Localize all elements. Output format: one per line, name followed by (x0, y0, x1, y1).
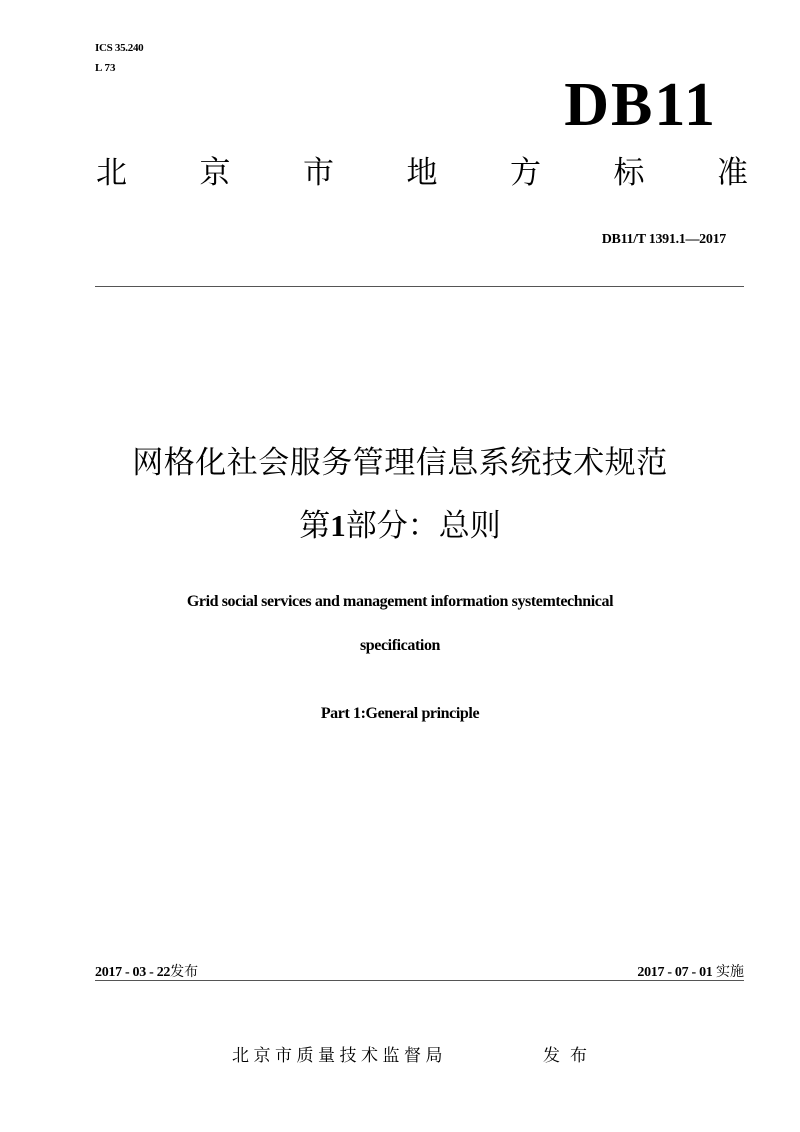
db11-logo: DB11 (564, 71, 717, 139)
standard-type (96, 155, 748, 191)
part-prefix: 第 (299, 508, 331, 544)
part-suffix: 部分：总则 (345, 508, 501, 544)
classification-code: L 73 (95, 62, 116, 74)
issue-date (95, 961, 198, 981)
part-number: 1 (330, 508, 346, 543)
standard-type-char: 京 (199, 155, 231, 191)
standard-type-char: 方 (510, 155, 541, 191)
top-divider (95, 286, 744, 287)
implementation-date (637, 961, 744, 981)
document-title-en-line2: specification (359, 637, 441, 654)
standard-type-char: 准 (717, 155, 748, 191)
document-title-en-line1: Grid social services and management information systemtechnical (186, 593, 614, 610)
ics-code: ICS 35.240 (95, 42, 144, 54)
issuing-authority: 北京市质量技术监督局 (232, 1046, 447, 1066)
standard-type-char: 北 (96, 155, 127, 191)
standard-type-char: 市 (303, 155, 334, 191)
implementation-label: 实施 (716, 964, 744, 980)
standard-type-char: 标 (613, 155, 645, 191)
issue-label: 发布 (170, 964, 199, 980)
document-part-title-cn (0, 507, 800, 545)
standard-number: DB11/T 1391.1—2017 (601, 232, 726, 247)
implementation-date-value: 2017 - 07 - 01 (637, 965, 713, 980)
document-part-title-en: Part 1:General principle (320, 705, 480, 722)
bottom-divider (95, 980, 744, 981)
issue-date-value: 2017 - 03 - 22 (95, 965, 171, 980)
document-title-cn: 网格化社会服务管理信息系统技术规范 (132, 445, 668, 481)
standard-type-char: 地 (406, 155, 438, 191)
issue-word: 发布 (543, 1046, 597, 1066)
